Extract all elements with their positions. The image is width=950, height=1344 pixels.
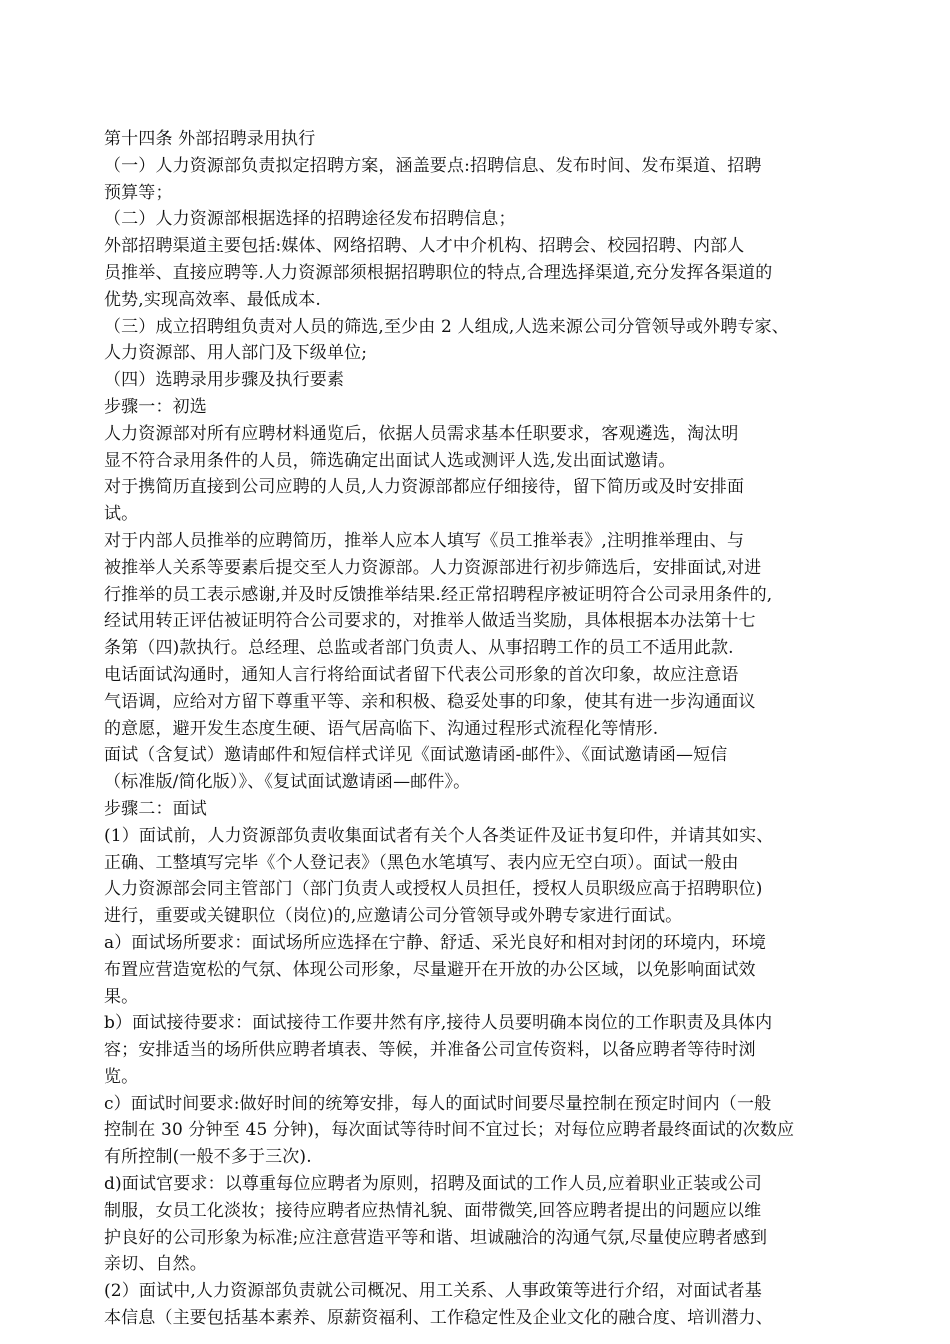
text-line: 人力资源部对所有应聘材料通览后，依据人员需求基本任职要求，客观遴选，淘汰明 (104, 423, 739, 444)
text-line: 面试（含复试）邀请邮件和短信样式详见《面试邀请函-邮件》、《面试邀请函—短信 (104, 745, 728, 766)
text-line: 电话面试沟通时，通知人言行将给面试者留下代表公司形象的首次印象，故应注意语 (104, 664, 739, 685)
document-body (104, 126, 844, 1332)
text-line: 果。 (104, 986, 139, 1007)
text-line: 护良好的公司形象为标准;应注意营造平等和谐、坦诚融洽的沟通气氛,尽量使应聘者感到 (104, 1227, 768, 1248)
text-line: 有所控制(一般不多于三次). (104, 1147, 312, 1168)
paragraph (104, 1091, 844, 1171)
text-line: 人力资源部会同主管部门（部门负责人或授权人员担任，授权人员职级应高于招聘职位) (104, 879, 763, 900)
text-line: （二）人力资源部根据选择的招聘途径发布招聘信息； (104, 209, 516, 230)
text-line: 容；安排适当的场所供应聘者填表、等候，并准备公司宣传资料，以备应聘者等待时浏 (104, 1040, 756, 1061)
paragraph (104, 314, 844, 368)
text-line: (2）面试中,人力资源部负责就公司概况、用工关系、人事政策等进行介绍，对面试者基 (104, 1281, 762, 1302)
text-line: 对于内部人员推举的应聘简历，推举人应本人填写《员工推举表》,注明推举理由、与 (104, 530, 745, 551)
paragraph (104, 1171, 844, 1278)
text-line: 经试用转正评估被证明符合公司要求的，对推举人做适当奖励，具体根据本办法第十七 (104, 611, 756, 632)
paragraph (104, 206, 844, 233)
text-line: 步骤二：面试 (104, 798, 207, 819)
text-line: 条第（四)款执行。总经理、总监或者部门负责人、从事招聘工作的员工不适用此款. (104, 638, 734, 659)
text-line: d)面试官要求：以尊重每位应聘者为原则，招聘及面试的工作人员,应着职业正装或公司 (104, 1174, 762, 1195)
text-line: 本信息（主要包括基本素养、原薪资福利、工作稳定性及企业文化的融合度、培训潜力、 (104, 1308, 773, 1329)
text-line: 的意愿，避开发生态度生硬、语气居高临下、沟通过程形式流程化等情形. (104, 718, 659, 739)
text-line: 员推举、直接应聘等.人力资源部须根据招聘职位的特点,合理选择渠道,充分发挥各渠道的 (104, 262, 773, 283)
paragraph (104, 394, 844, 421)
text-line: 行推举的员工表示感谢,并及时反馈推举结果.经正常招聘程序被证明符合公司录用条件的, (104, 584, 773, 605)
text-line: 布置应营造宽松的气氛、体现公司形象，尽量避开在开放的办公区域，以免影响面试效 (104, 959, 756, 980)
paragraph (104, 367, 844, 394)
text-line: 显不符合录用条件的人员，筛选确定出面试人选或测评人选,发出面试邀请。 (104, 450, 676, 471)
paragraph (104, 823, 844, 930)
text-line: （四）选聘录用步骤及执行要素 (104, 370, 345, 391)
text-line: 对于携简历直接到公司应聘的人员,人力资源部都应仔细接待，留下简历或及时安排面 (104, 477, 745, 498)
text-line: 览。 (104, 1066, 139, 1087)
paragraph (104, 796, 844, 823)
text-line: c）面试时间要求:做好时间的统筹安排，每人的面试时间要尽量控制在预定时间内（一般 (104, 1093, 772, 1114)
text-line: （一）人力资源部负责拟定招聘方案，涵盖要点:招聘信息、发布时间、发布渠道、招聘 (104, 155, 762, 176)
paragraph (104, 1278, 844, 1332)
text-line: 控制在 30 分钟至 45 分钟)，每次面试等待时间不宜过长；对每位应聘者最终面试的次数应 (104, 1120, 795, 1141)
text-line: b）面试接待要求：面试接待工作要井然有序,接待人员要明确本岗位的工作职责及具体内 (104, 1013, 773, 1034)
paragraph (104, 474, 844, 528)
text-line: 制服，女员工化淡妆；接待应聘者应热情礼貌、面带微笑,回答应聘者提出的问题应以维 (104, 1200, 762, 1221)
paragraph (104, 126, 844, 153)
paragraph (104, 233, 844, 313)
text-line: （标准版/简化版）》、《复试面试邀请函—邮件》。 (104, 772, 471, 793)
text-line: 被推举人关系等要素后提交至人力资源部。人力资源部进行初步筛选后，安排面试,对进 (104, 557, 762, 578)
text-line: 试。 (104, 504, 139, 525)
paragraph (104, 662, 844, 742)
text-line: 正确、工整填写完毕《个人登记表》（黑色水笔填写、表内应无空白项）。面试一般由 (104, 852, 739, 873)
text-line: 步骤一：初选 (104, 396, 207, 417)
text-line: 进行，重要或关键职位（岗位)的,应邀请公司分管领导或外聘专家进行面试。 (104, 906, 683, 927)
text-line: 人力资源部、用人部门及下级单位; (104, 343, 368, 364)
text-line: 优势,实现高效率、最低成本. (104, 289, 321, 310)
text-line: 第十四条 外部招聘录用执行 (104, 129, 316, 149)
text-line: (1）面试前，人力资源部负责收集面试者有关个人各类证件及证书复印件，并请其如实、 (104, 825, 774, 846)
paragraph (104, 528, 844, 662)
paragraph (104, 742, 844, 796)
text-line: 亲切、自然。 (104, 1254, 207, 1275)
text-line: （三）成立招聘组负责对人员的筛选,至少由 2 人组成,人选来源公司分管领导或外聘专家、 (104, 316, 789, 337)
paragraph (104, 930, 844, 1010)
text-line: 预算等； (104, 182, 173, 203)
text-line: 外部招聘渠道主要包括:媒体、网络招聘、人才中介机构、招聘会、校园招聘、内部人 (104, 236, 745, 257)
text-line: 气语调，应给对方留下尊重平等、亲和积极、稳妥处事的印象，使其有进一步沟通面议 (104, 691, 756, 712)
text-line: a）面试场所要求：面试场所应选择在宁静、舒适、采光良好和相对封闭的环境内，环境 (104, 932, 766, 953)
paragraph (104, 421, 844, 475)
paragraph (104, 1010, 844, 1090)
paragraph (104, 153, 844, 207)
